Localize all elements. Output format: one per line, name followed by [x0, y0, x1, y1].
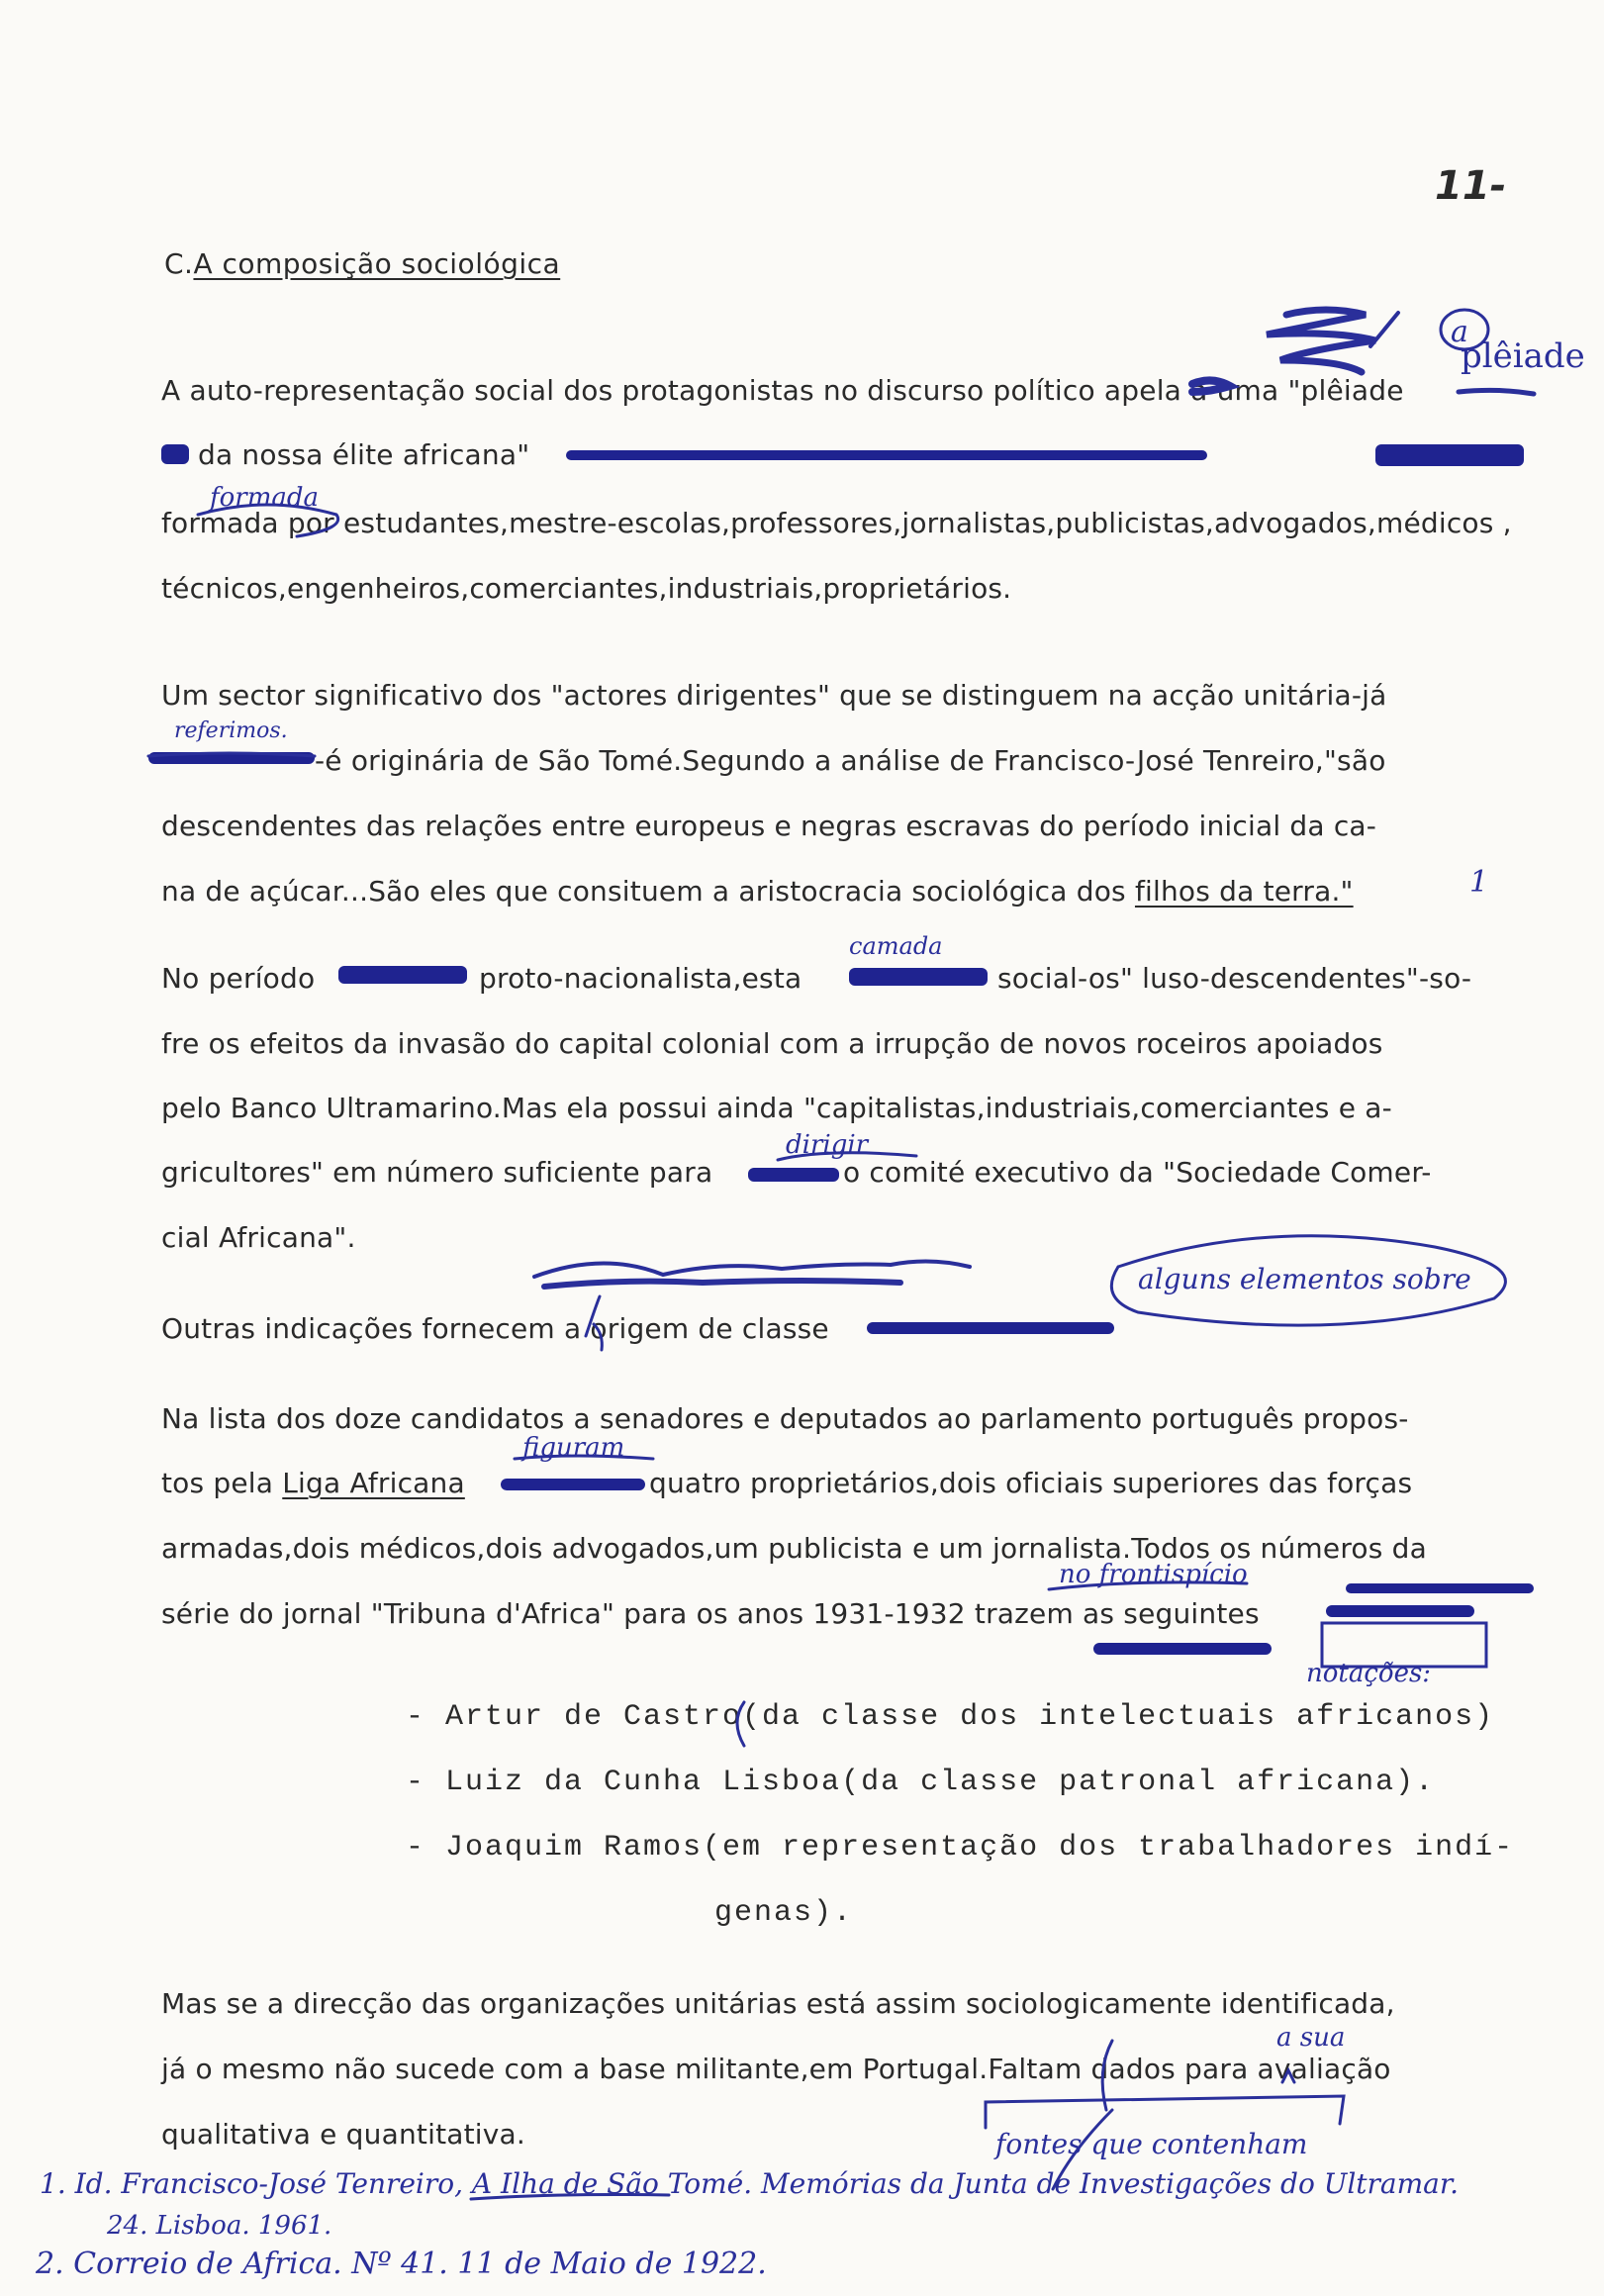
body-line-4: técnicos,engenheiros,comerciantes,industriais,proprietários.	[161, 572, 1012, 605]
handwritten-footnote-1b: 24. Lisboa. 1961.	[107, 2211, 332, 2241]
handwritten-a-sua: a sua	[1276, 2023, 1346, 2053]
body-line-6: -é originária de São Tomé.Segundo a análise de Francisco-José Tenreiro,"são	[315, 744, 1386, 777]
handwritten-pleiade: plêiade	[1461, 336, 1585, 376]
handwritten-footnote-marker: 1	[1469, 865, 1489, 900]
body-line-8-text: na de açúcar...São eles que consituem a aristocracia sociológica dos	[161, 875, 1126, 908]
handwritten-no-frontispicio: no frontispício	[1059, 1560, 1248, 1589]
handwritten-footnote-1: 1. Id. Francisco-José Tenreiro, A Ilha de São Tomé. Memórias da Junta de Investigações do Ultramar.	[40, 2167, 1460, 2200]
underlined-filhos-da-terra: filhos da terra."	[1134, 875, 1354, 908]
body-line-5: Um sector significativo dos "actores dirigentes" que se distinguem na acção unitária-já	[161, 679, 1387, 712]
body-line-21: qualitativa e quantitativa.	[161, 2118, 525, 2151]
list-item-2: - Luiz da Cunha Lisboa(da classe patronal africana).	[406, 1766, 1436, 1799]
handwritten-camada: camada	[849, 932, 943, 960]
body-line-16b: quatro proprietários,dois oficiais superiores das forças	[649, 1467, 1413, 1499]
handwritten-footnote-2: 2. Correio de Africa. Nº 41. 11 de Maio de 1922.	[36, 2247, 767, 2281]
body-line-2: da nossa élite africana"	[198, 438, 530, 471]
body-line-10: fre os efeitos da invasão do capital colonial com a irrupção de novos roceiros apoiados	[161, 1027, 1383, 1060]
underlined-liga-africana: Liga Africana	[282, 1467, 465, 1499]
body-line-20: já o mesmo não sucede com a base militante,em Portugal.Faltam dados para avaliação	[161, 2053, 1391, 2085]
body-line-12b: o comité executivo da "Sociedade Comer-	[843, 1156, 1432, 1189]
body-line-18: série do jornal "Tribuna d'Africa" para os anos 1931-1932 trazem as seguintes	[161, 1597, 1260, 1630]
body-line-9c: social-os" luso-descendentes"-so-	[997, 962, 1472, 995]
body-line-7: descendentes das relações entre europeus e negras escravas do período inicial da ca-	[161, 810, 1377, 842]
heading-title: A composição sociológica	[193, 247, 561, 280]
body-line-13: cial Africana".	[161, 1221, 356, 1254]
handwritten-fontes: fontes que contenham	[995, 2128, 1308, 2160]
body-line-19: Mas se a direcção das organizações unitárias está assim sociologicamente identificada,	[161, 1987, 1395, 2020]
list-item-1: - Artur de Castro(da classe dos intelectuais africanos)	[406, 1700, 1495, 1734]
handwritten-dirigir: dirigir	[786, 1130, 869, 1160]
handwritten-notacoes: notações:	[1306, 1659, 1432, 1688]
handwritten-circled-a: a	[1451, 315, 1468, 349]
list-item-3: - Joaquim Ramos(em representação dos trabalhadores indí-	[406, 1831, 1515, 1865]
body-line-11: pelo Banco Ultramarino.Mas ela possui ainda "capitalistas,industriais,comerciantes e a-	[161, 1092, 1392, 1124]
heading-prefix: C.	[164, 247, 194, 280]
body-line-9b: proto-nacionalista,esta	[479, 962, 802, 995]
body-line-9: No período	[161, 962, 316, 995]
page-number: 11-	[1435, 163, 1507, 209]
body-line-14: Outras indicações fornecem a origem de classe	[161, 1312, 829, 1345]
list-item-4: genas).	[714, 1896, 854, 1930]
body-line-12: gricultores" em número suficiente para	[161, 1156, 713, 1189]
body-line-1: A auto-representação social dos protagonistas no discurso político apela a uma "plêiade	[161, 374, 1404, 407]
body-line-3: formada por estudantes,mestre-escolas,professores,jornalistas,publicistas,advogados,médicos ,	[161, 507, 1512, 539]
handwritten-formada: formada	[210, 483, 320, 513]
body-line-15: Na lista dos doze candidatos a senadores e deputados ao parlamento português propos-	[161, 1402, 1409, 1435]
body-line-16-text: tos pela	[161, 1467, 274, 1499]
handwritten-referimos: referimos.	[174, 718, 288, 743]
handwritten-figuram: figuram	[522, 1433, 625, 1463]
handwritten-alguns-elementos: alguns elementos sobre	[1138, 1263, 1471, 1295]
body-line-17: armadas,dois médicos,dois advogados,um publicista e um jornalista.Todos os números da	[161, 1532, 1427, 1565]
